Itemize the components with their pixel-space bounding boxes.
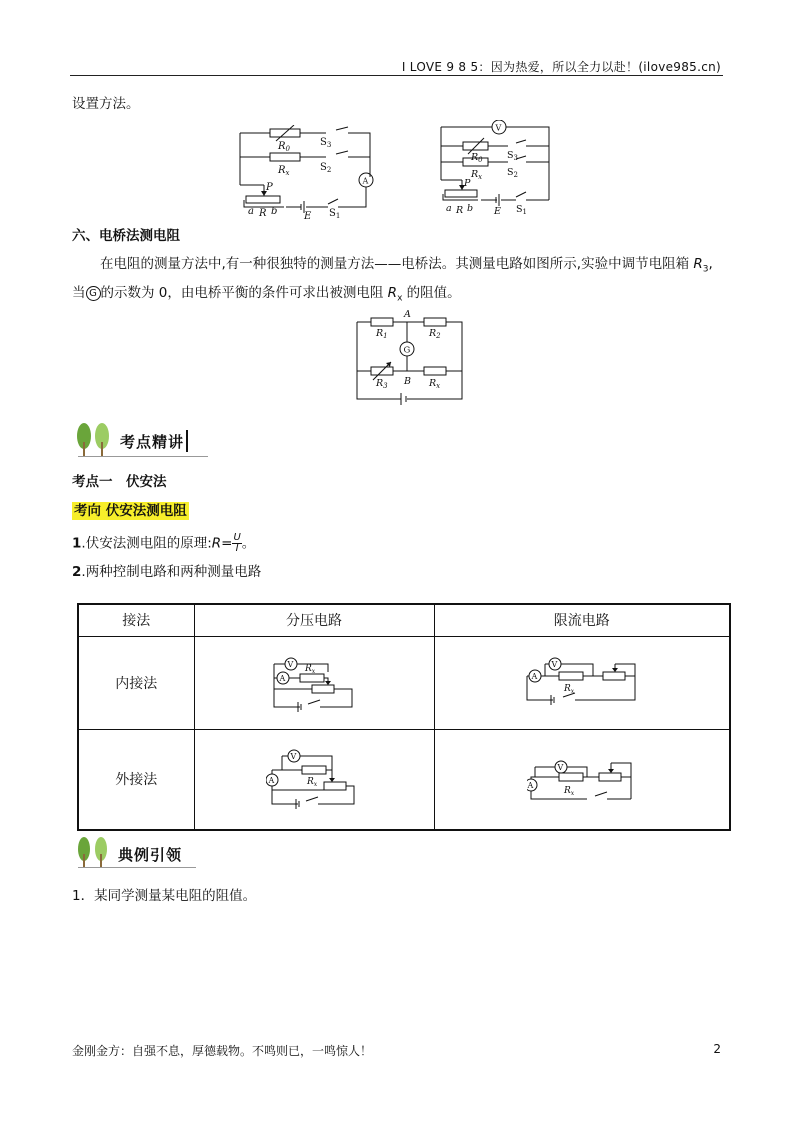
label-b: b: [467, 203, 474, 214]
ammeter-symbol: A: [362, 176, 369, 186]
header-cell-divider: 分压电路: [194, 604, 434, 636]
label-s1: $S_1$: [516, 204, 527, 216]
header-divider: [70, 75, 723, 76]
voltmeter-symbol: V: [287, 659, 294, 669]
node-a-label: A: [404, 309, 411, 320]
circuits-item: 2.两种控制电路和两种测量电路: [72, 564, 262, 580]
label-rx: $R_x$: [563, 786, 574, 798]
ammeter-symbol: A: [527, 781, 534, 791]
circuit-internal-divider: [194, 636, 434, 729]
label-rx: $R_x$: [278, 165, 290, 177]
label-p: P: [464, 178, 471, 189]
label-rx: $R_x$: [305, 663, 316, 675]
intro-text: 设置方法。: [72, 96, 140, 112]
section-banner-kaodian: [72, 422, 208, 460]
circuit-diagram: [266, 746, 362, 812]
section-heading: 六、电桥法测电阻: [72, 228, 180, 244]
label-s3: $S_3$: [320, 137, 332, 149]
label-e: E: [494, 206, 501, 217]
galvanometer-symbol: G: [403, 345, 411, 356]
voltmeter-symbol: V: [290, 752, 297, 762]
label-s3: $S_3$: [507, 150, 518, 162]
text-cursor: [186, 430, 188, 452]
page-footer: 金刚金方：自强不息，厚德载物。不鸣则已，一鸣惊人！: [72, 1044, 373, 1058]
page-number: 2: [713, 1042, 721, 1056]
circuit-diagram: [527, 753, 637, 805]
header-cell-method: 接法: [78, 604, 194, 636]
label-b: b: [271, 206, 278, 217]
circuit-diagram-right: [438, 120, 553, 218]
label-r0: $R_0$: [471, 152, 483, 164]
label-r1: $R_1$: [376, 328, 388, 340]
label-s1: $S_1$: [329, 208, 341, 220]
label-rx: $R_x$: [429, 378, 441, 390]
label-rx: $R_x$: [471, 169, 483, 181]
label-r3: $R_3$: [376, 378, 388, 390]
label-s2: $S_2$: [507, 167, 518, 179]
galvanometer-icon: G: [86, 286, 101, 301]
circuit-diagram: [523, 656, 641, 710]
table-row-external: [78, 729, 730, 830]
label-rx: $R_x$: [563, 683, 574, 695]
circuit-external-divider: [194, 729, 434, 830]
voltmeter-symbol: V: [495, 123, 502, 133]
label-e: E: [304, 211, 312, 220]
kaodian-title: 考点一 伏安法: [72, 474, 167, 490]
ammeter-symbol: A: [531, 671, 538, 681]
section-paragraph-line2: 当 G 的示数为 0，由电桥平衡的条件可求出被测电阻 $R_x$ 的阻值。: [72, 285, 461, 304]
header-cell-limiter: 限流电路: [434, 604, 730, 636]
fraction-u-over-i: $\frac{U}{I}$: [233, 532, 241, 554]
tree-icon: [72, 422, 116, 458]
circuit-diagram: [268, 652, 360, 714]
section-paragraph-line1: 在电阻的测量方法中,有一种很独特的测量方法——电桥法。其测量电路如图所示,实验中调节电阻箱 $R_3$,: [100, 256, 713, 275]
label-r2: $R_2$: [429, 328, 441, 340]
table-row-internal: [78, 636, 730, 729]
kaoxiang-title: 考向 伏安法测电阻: [74, 503, 187, 519]
banner-underline: [78, 456, 208, 457]
table-header-row: [78, 604, 730, 636]
row-label-external: 外接法: [78, 729, 194, 830]
banner-underline: [78, 867, 196, 868]
ammeter-symbol: A: [268, 776, 275, 786]
circuit-comparison-table: [77, 603, 731, 831]
label-r0: $R_0$: [278, 141, 290, 153]
circuit-internal-limiter: [434, 636, 730, 729]
circuit-external-limiter: [434, 729, 730, 830]
label-rx: $R_x$: [307, 777, 318, 789]
banner-title: 考点精讲: [120, 433, 185, 451]
tree-icon: [74, 836, 114, 868]
section-banner-dianli: [74, 836, 198, 870]
node-b-label: B: [404, 376, 411, 387]
label-a: a: [248, 206, 254, 217]
label-s2: $S_2$: [320, 162, 332, 174]
row-label-internal: 内接法: [78, 636, 194, 729]
bridge-circuit-diagram: [354, 308, 466, 408]
circuit-diagram-left: [238, 125, 378, 220]
label-r: R: [259, 208, 267, 219]
label-r: R: [456, 205, 464, 216]
label-a: a: [446, 203, 452, 214]
ammeter-symbol: A: [279, 673, 286, 683]
example-question: 1．某同学测量某电阻的阻值。: [72, 888, 257, 904]
voltmeter-symbol: V: [551, 659, 558, 669]
banner-title: 典例引领: [118, 846, 183, 864]
voltmeter-symbol: V: [557, 763, 564, 773]
label-p: P: [266, 182, 273, 193]
page-header: I LOVE 9 8 5：因为热爱，所以全力以赴！(ilove985.cn): [401, 60, 721, 74]
principle-item: 1.伏安法测电阻的原理:R= $\frac{U}{I}$ 。: [72, 532, 256, 554]
